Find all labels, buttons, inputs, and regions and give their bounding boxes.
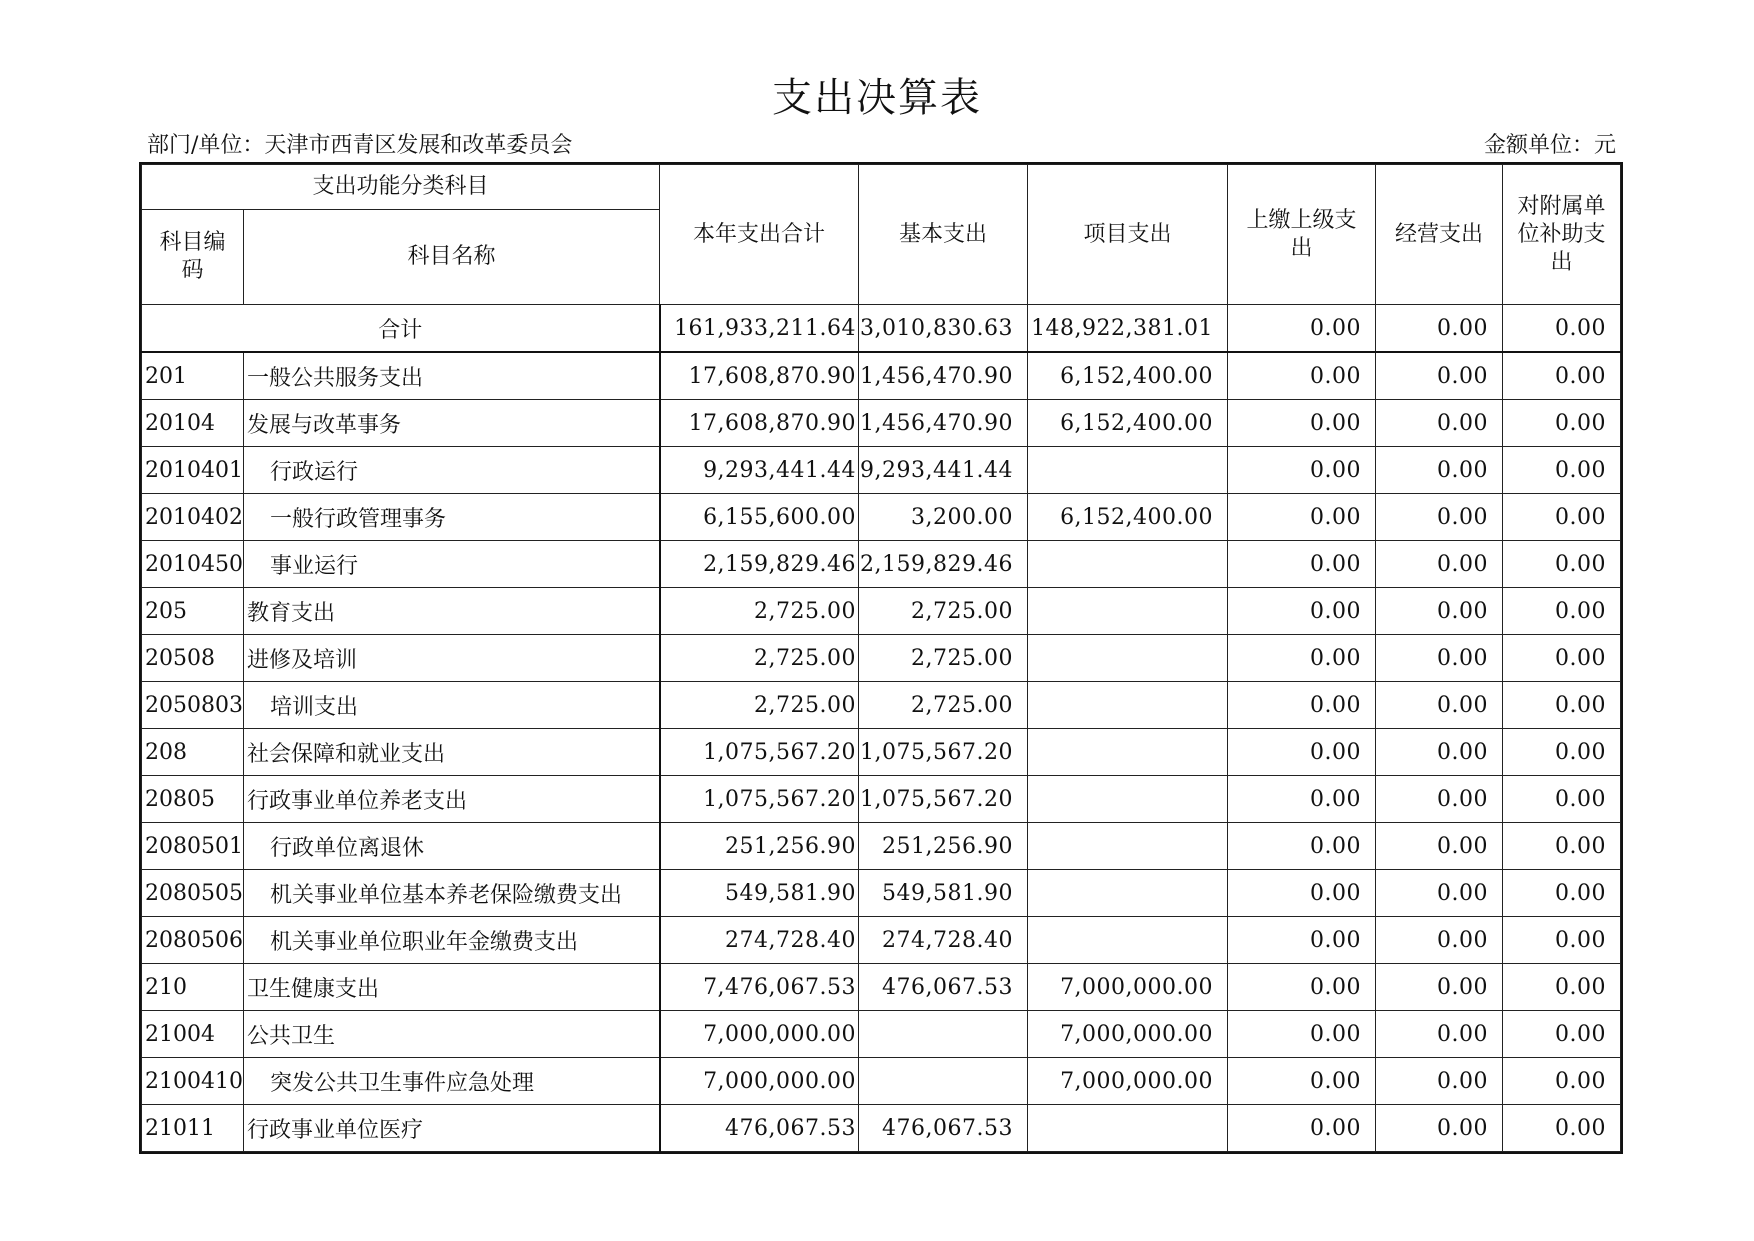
cell-subsidy: 0.00 [1503,917,1621,964]
cell-name: 机关事业单位基本养老保险缴费支出 [244,870,660,917]
cell-subsidy: 0.00 [1503,635,1621,682]
cell-business: 0.00 [1376,635,1503,682]
header-code: 科目编码 [142,210,244,305]
cell-name: 行政事业单位医疗 [244,1105,660,1152]
cell-remit: 0.00 [1228,1058,1376,1105]
cell-basic [859,1058,1028,1105]
cell-total: 1,075,567.20 [660,776,859,823]
cell-project [1028,823,1228,870]
cell-name: 发展与改革事务 [244,400,660,447]
cell-subsidy: 0.00 [1503,682,1621,729]
cell-name: 行政运行 [244,447,660,494]
header-subsidy: 对附属单位补助支出 [1503,165,1621,305]
cell-business: 0.00 [1376,823,1503,870]
cell-name: 行政单位离退休 [244,823,660,870]
cell-project [1028,541,1228,588]
cell-total: 2,725.00 [660,635,859,682]
cell-remit: 0.00 [1228,729,1376,776]
cell-project: 7,000,000.00 [1028,964,1228,1011]
cell-name: 事业运行 [244,541,660,588]
header-name: 科目名称 [244,210,660,305]
cell-project [1028,635,1228,682]
cell-total: 7,000,000.00 [660,1011,859,1058]
table-row [142,400,1621,447]
cell-subsidy: 0.00 [1503,870,1621,917]
cell-total: 6,155,600.00 [660,494,859,541]
table-row [142,1105,1621,1152]
cell-business: 0.00 [1376,870,1503,917]
cell-name: 社会保障和就业支出 [244,729,660,776]
cell-code: 201 [142,352,244,400]
cell-basic: 1,456,470.90 [859,352,1028,400]
cell-remit: 0.00 [1228,1011,1376,1058]
cell-remit: 0.00 [1228,823,1376,870]
cell-remit: 0.00 [1228,964,1376,1011]
header-basic: 基本支出 [859,165,1028,305]
table-row [142,823,1621,870]
cell-remit: 0.00 [1228,447,1376,494]
cell-remit: 0.00 [1228,400,1376,447]
cell-subsidy: 0.00 [1503,541,1621,588]
cell-project: 6,152,400.00 [1028,400,1228,447]
cell-name: 一般行政管理事务 [244,494,660,541]
cell-business: 0.00 [1376,447,1503,494]
cell-basic: 274,728.40 [859,917,1028,964]
cell-name: 卫生健康支出 [244,964,660,1011]
cell-business: 0.00 [1376,917,1503,964]
currency-label: 金额单位：元 [1483,133,1616,158]
cell-code: 2080501 [142,823,244,870]
cell-remit: 0.00 [1228,776,1376,823]
cell-code: 20805 [142,776,244,823]
cell-name: 机关事业单位职业年金缴费支出 [244,917,660,964]
cell-project [1028,870,1228,917]
table-row [142,352,1621,400]
cell-basic: 1,075,567.20 [859,729,1028,776]
cell-basic: 476,067.53 [859,1105,1028,1152]
cell-total: 2,725.00 [660,588,859,635]
cell-basic: 476,067.53 [859,964,1028,1011]
cell-basic: 9,293,441.44 [859,447,1028,494]
cell-remit: 0.00 [1228,588,1376,635]
cell-basic: 1,456,470.90 [859,400,1028,447]
cell-project: 7,000,000.00 [1028,1058,1228,1105]
cell-business: 0.00 [1376,729,1503,776]
cell-project: 7,000,000.00 [1028,1011,1228,1058]
cell-remit: 0.00 [1228,541,1376,588]
cell-basic: 2,725.00 [859,635,1028,682]
unit-label: 部门/单位：天津市西青区发展和改革委员会 [147,133,573,158]
cell-total: 549,581.90 [660,870,859,917]
cell-subsidy: 0.00 [1503,823,1621,870]
cell-code: 2100410 [142,1058,244,1105]
cell-subsidy: 0.00 [1503,1011,1621,1058]
cell-total: 7,476,067.53 [660,964,859,1011]
cell-total: 476,067.53 [660,1105,859,1152]
cell-business: 0.00 [1376,588,1503,635]
cell-code: 21011 [142,1105,244,1152]
cell-business: 0.00 [1376,1011,1503,1058]
table-row [142,729,1621,776]
cell-code: 208 [142,729,244,776]
cell-business: 0.00 [1376,964,1503,1011]
cell-subsidy: 0.00 [1503,776,1621,823]
cell-total: 2,159,829.46 [660,541,859,588]
cell-code: 2080506 [142,917,244,964]
cell-name: 公共卫生 [244,1011,660,1058]
cell-code: 2010450 [142,541,244,588]
cell-name: 行政事业单位养老支出 [244,776,660,823]
cell-code: 205 [142,588,244,635]
cell-total: 7,000,000.00 [660,1058,859,1105]
cell-project [1028,682,1228,729]
total-business: 0.00 [1376,305,1503,353]
table-row [142,1058,1621,1105]
cell-remit: 0.00 [1228,352,1376,400]
cell-subsidy: 0.00 [1503,447,1621,494]
cell-project [1028,776,1228,823]
cell-remit: 0.00 [1228,682,1376,729]
cell-code: 210 [142,964,244,1011]
cell-name: 进修及培训 [244,635,660,682]
cell-project [1028,729,1228,776]
header-business: 经营支出 [1376,165,1503,305]
cell-remit: 0.00 [1228,870,1376,917]
cell-name: 培训支出 [244,682,660,729]
cell-code: 20104 [142,400,244,447]
cell-business: 0.00 [1376,352,1503,400]
total-subsidy: 0.00 [1503,305,1621,353]
cell-business: 0.00 [1376,682,1503,729]
cell-project: 6,152,400.00 [1028,352,1228,400]
cell-subsidy: 0.00 [1503,729,1621,776]
cell-remit: 0.00 [1228,917,1376,964]
header-remit: 上缴上级支出 [1228,165,1376,305]
cell-code: 2050803 [142,682,244,729]
cell-code: 2080505 [142,870,244,917]
cell-project [1028,447,1228,494]
cell-project [1028,1105,1228,1152]
cell-remit: 0.00 [1228,494,1376,541]
cell-business: 0.00 [1376,776,1503,823]
cell-remit: 0.00 [1228,635,1376,682]
page-title: 支出决算表 [772,75,982,121]
cell-name: 突发公共卫生事件应急处理 [244,1058,660,1105]
cell-name: 一般公共服务支出 [244,352,660,400]
cell-basic: 2,725.00 [859,588,1028,635]
cell-total: 17,608,870.90 [660,400,859,447]
cell-basic: 2,725.00 [859,682,1028,729]
cell-basic: 1,075,567.20 [859,776,1028,823]
total-project: 148,922,381.01 [1028,305,1228,353]
cell-name: 教育支出 [244,588,660,635]
cell-total: 1,075,567.20 [660,729,859,776]
total-label: 合计 [142,305,660,353]
cell-subsidy: 0.00 [1503,494,1621,541]
cell-project: 6,152,400.00 [1028,494,1228,541]
header-project: 项目支出 [1028,165,1228,305]
table-row [142,682,1621,729]
cell-total: 17,608,870.90 [660,352,859,400]
cell-total: 2,725.00 [660,682,859,729]
cell-total: 9,293,441.44 [660,447,859,494]
total-remit: 0.00 [1228,305,1376,353]
table-row [142,541,1621,588]
cell-project [1028,588,1228,635]
cell-code: 2010402 [142,494,244,541]
cell-subsidy: 0.00 [1503,400,1621,447]
header-group: 支出功能分类科目 [142,165,660,210]
cell-business: 0.00 [1376,1058,1503,1105]
cell-business: 0.00 [1376,494,1503,541]
header-total: 本年支出合计 [660,165,859,305]
cell-code: 20508 [142,635,244,682]
cell-total: 251,256.90 [660,823,859,870]
table-row [142,588,1621,635]
cell-basic: 3,200.00 [859,494,1028,541]
cell-business: 0.00 [1376,1105,1503,1152]
cell-subsidy: 0.00 [1503,1058,1621,1105]
cell-code: 21004 [142,1011,244,1058]
cell-business: 0.00 [1376,541,1503,588]
table-row [142,917,1621,964]
cell-business: 0.00 [1376,400,1503,447]
cell-basic: 2,159,829.46 [859,541,1028,588]
cell-subsidy: 0.00 [1503,964,1621,1011]
table-row [142,776,1621,823]
cell-project [1028,917,1228,964]
table-row [142,964,1621,1011]
table-row [142,1011,1621,1058]
cell-code: 2010401 [142,447,244,494]
table-row [142,447,1621,494]
cell-remit: 0.00 [1228,1105,1376,1152]
table-row [142,870,1621,917]
total-row [142,305,1621,353]
cell-total: 274,728.40 [660,917,859,964]
total-total: 161,933,211.64 [660,305,859,353]
cell-subsidy: 0.00 [1503,352,1621,400]
cell-subsidy: 0.00 [1503,1105,1621,1152]
cell-basic: 251,256.90 [859,823,1028,870]
cell-subsidy: 0.00 [1503,588,1621,635]
expenditure-table [141,164,1621,1152]
cell-basic [859,1011,1028,1058]
total-basic: 3,010,830.63 [859,305,1028,353]
table-row [142,494,1621,541]
cell-basic: 549,581.90 [859,870,1028,917]
table-row [142,635,1621,682]
